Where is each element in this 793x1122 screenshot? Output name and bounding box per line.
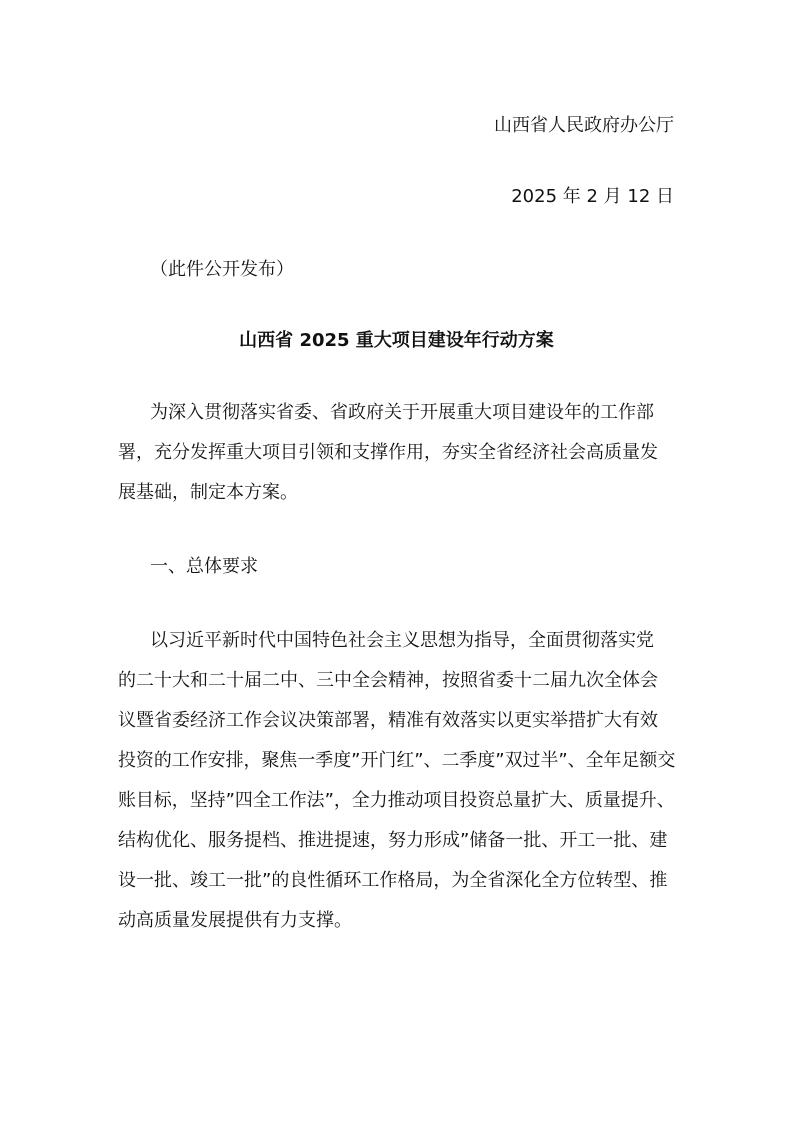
issuer: 山西省人民政府办公厅 bbox=[494, 115, 674, 136]
publication-note: （此件公开发布） bbox=[150, 259, 294, 280]
section-line: 以习近平新时代中国特色社会主义思想为指导，全面贯彻落实党 bbox=[150, 630, 654, 651]
section-line: 结构优化、服务提档、推进提速，努力形成”储备一批、开工一批、建 bbox=[118, 830, 668, 851]
section-line: 动高质量发展提供有力支撑。 bbox=[118, 910, 352, 931]
document-title: 山西省 2025 重大项目建设年行动方案 bbox=[239, 330, 554, 351]
intro-line: 为深入贯彻落实省委、省政府关于开展重大项目建设年的工作部 bbox=[150, 402, 654, 423]
intro-line: 展基础，制定本方案。 bbox=[118, 482, 298, 503]
section-line: 投资的工作安排，聚焦一季度”开门红”、二季度”双过半”、全年足额交 bbox=[118, 750, 676, 771]
section-line: 设一批、竣工一批”的良性循环工作格局，为全省深化全方位转型、推 bbox=[118, 870, 668, 891]
section-line: 的二十大和二十届二中、三中全会精神，按照省委十二届九次全体会 bbox=[118, 670, 658, 691]
intro-line: 署，充分发挥重大项目引领和支撑作用，夯实全省经济社会高质量发 bbox=[118, 442, 658, 463]
issue-date: 2025 年 2 月 12 日 bbox=[511, 186, 674, 207]
section-line: 账目标，坚持”四全工作法”，全力推动项目投资总量扩大、质量提升、 bbox=[118, 790, 675, 811]
section-line: 议暨省委经济工作会议决策部署，精准有效落实以更实举措扩大有效 bbox=[118, 710, 658, 731]
section-heading: 一、总体要求 bbox=[150, 556, 258, 577]
